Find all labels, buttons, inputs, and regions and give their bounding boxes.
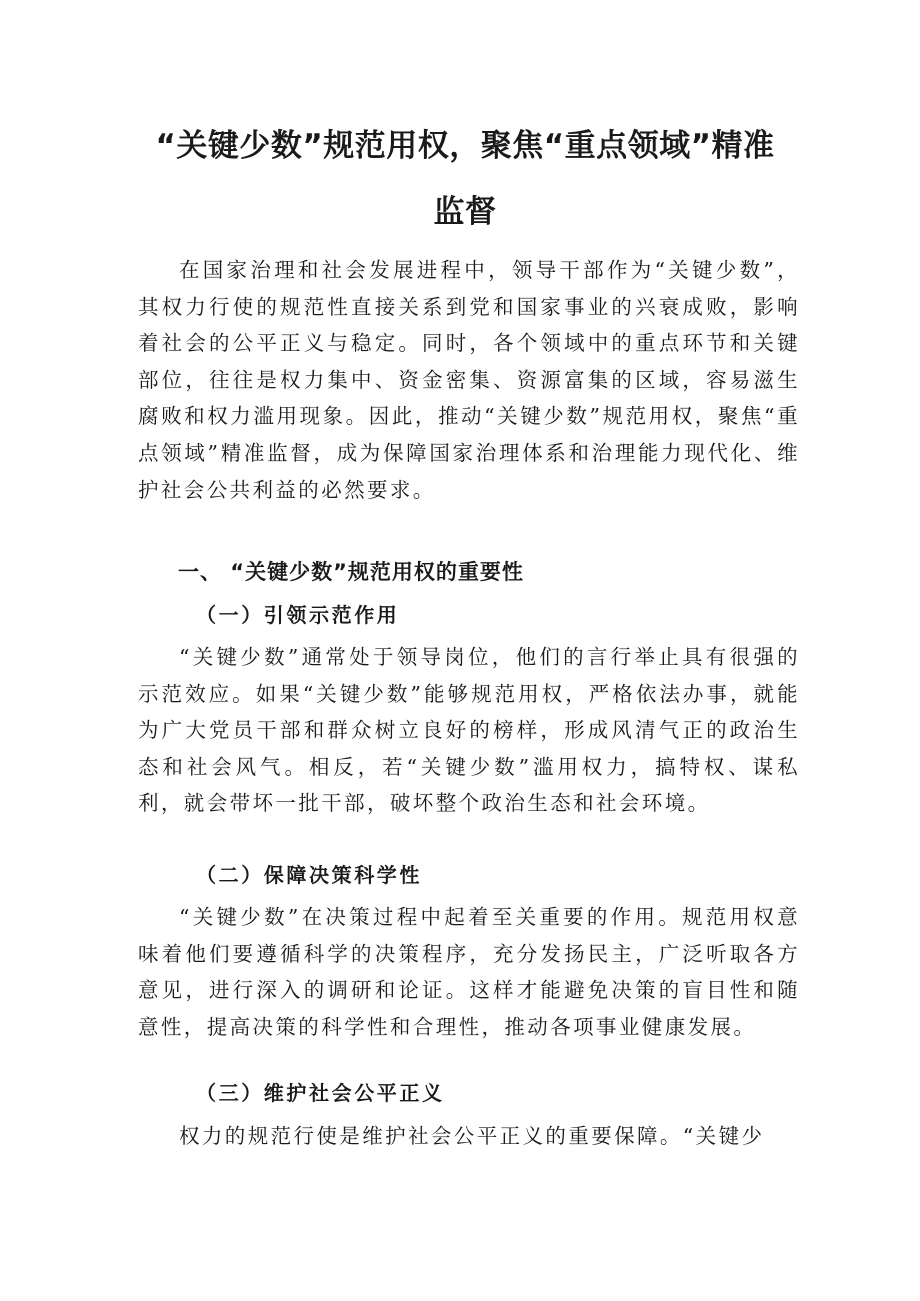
section-heading: 一、 “关键少数”规范用权的重要性	[178, 560, 524, 584]
document-title-line-2: 监督	[433, 194, 497, 230]
paragraph-decision-science: “关键少数”在决策过程中起着至关重要的作用。规范用权意味着他们要遵循科学的决策程序，充分发扬民主，广泛听取各方意见，进行深入的调研和论证。这样才能避免决策的盲目性和随意性，提高决策的科学性和合理性，推动各项事业健康发展。	[138, 905, 800, 1039]
document-title-line-1: “关键少数”规范用权，聚焦“重点领域”精准	[155, 128, 775, 164]
subheading-leading-role: （一）引领示范作用	[196, 603, 400, 627]
intro-paragraph: 在国家治理和社会发展进程中，领导干部作为“关键少数”，其权力行使的规范性直接关系到党和国家事业的兴衰成败，影响着社会的公平正义与稳定。同时，各个领域中的重点环节和关键部位，往往是权力集中、资金密集、资源富集的区域，容易滋生腐败和权力滥用现象。因此，推动“关键少数”规范用权，聚焦“重点领域”精准监督，成为保障国家治理体系和治理能力现代化、维护社会公共利益的必然要求。	[138, 258, 800, 502]
subheading-social-fairness: （三）维护社会公平正义	[196, 1081, 445, 1105]
paragraph-social-fairness: 权力的规范行使是维护社会公平正义的重要保障。“关键少	[179, 1124, 765, 1148]
paragraph-leading-role: “关键少数”通常处于领导岗位，他们的言行举止具有很强的示范效应。如果“关键少数”能够规范用权，严格依法办事，就能为广大党员干部和群众树立良好的榜样，形成风清气正的政治生态和社会风气。相反，若“关键少数”滥用权力，搞特权、谋私利，就会带坏一批干部，破坏整个政治生态和社会环境。	[138, 645, 800, 816]
subheading-decision-science: （二）保障决策科学性	[196, 863, 422, 887]
